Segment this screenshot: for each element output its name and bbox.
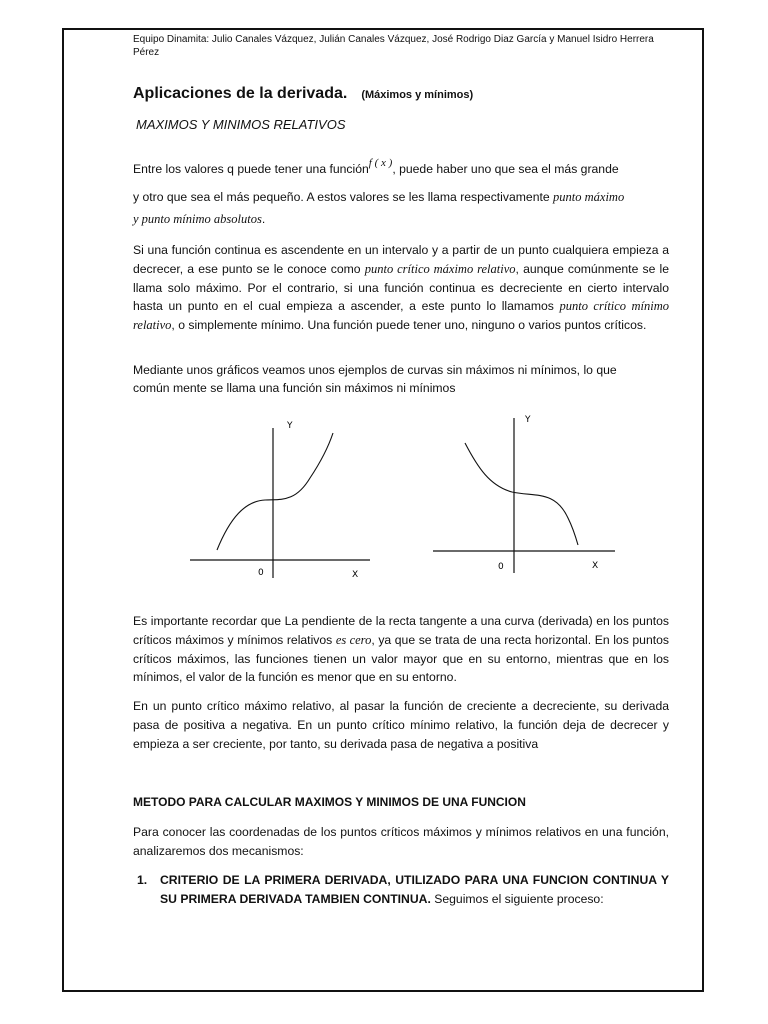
paragraph-critical-points <box>133 241 669 335</box>
intro-text-end: . <box>261 212 266 226</box>
section-subtitle: MAXIMOS Y MINIMOS RELATIVOS <box>136 117 346 132</box>
authors-line-1: Equipo Dinamita: Julio Canales Vázquez, Julián Canales Vázquez, José Rodrigo Diaz García y Manuel Isidro Herrera <box>133 34 654 45</box>
graph-increasing-curve <box>185 408 375 583</box>
graph-left-y-label: Y <box>287 421 293 431</box>
function-notation: f ( x ) <box>368 157 393 169</box>
intro-italic-1: punto máximo <box>553 190 625 204</box>
method-heading: METODO PARA CALCULAR MAXIMOS Y MINIMOS DE UNA FUNCION <box>133 795 526 809</box>
intro-text-c: y otro que sea el más pequeño. A estos valores se les llama respectivamente <box>133 190 554 204</box>
critical-text-2: , aunque comúnmente se le llama solo máximo. Por el contrario, si una función continua es decreciente en cierto intervalo hasta un punto en el cual empieza a ascender, a este punto lo llamamos <box>133 261 670 314</box>
graphs-intro-line-2: común mente se llama una función sin máximos ni mínimos <box>133 381 456 395</box>
title-main: Aplicaciones de la derivada. <box>133 85 348 102</box>
graph-left-x-label: X <box>352 570 359 580</box>
intro-text-a: Entre los valores q puede tener una función <box>133 162 369 176</box>
list-number: 1. <box>137 873 148 887</box>
intro-line-3 <box>133 210 669 229</box>
graph-right-curve <box>465 443 578 545</box>
critical-text-3: , o simplemente mínimo. Una función puede tener uno, ninguno o varios puntos críticos. <box>171 318 647 333</box>
slope-italic: es cero <box>335 632 372 647</box>
intro-text-b: , puede haber uno que sea el más grande <box>392 162 619 176</box>
intro-line-1 <box>133 157 669 180</box>
slope-text-1: Es importante recordar que La pendiente de la recta tangente a una curva (derivada) en los puntos críticos máximos y mínimos relativos <box>133 614 669 647</box>
critical-text-1: Si una función continua es ascendente en un intervalo y a partir de un punto cualquiera empieza a decrecer, a ese punto se le conoce como <box>133 243 669 276</box>
critical-italic-1: punto crítico máximo relativo <box>364 261 516 276</box>
title-sub: (Máximos y mínimos) <box>361 89 474 101</box>
intro-italic-2: y punto mínimo absolutos <box>133 212 262 226</box>
intro-line-2 <box>133 188 669 207</box>
list-bold-text: CRITERIO DE LA PRIMERA DERIVADA, UTILIZADO PARA UNA FUNCION CONTINUA Y SU PRIMERA DERIVADA TAMBIEN CONTINUA. <box>160 873 669 906</box>
graph-right-y-label: Y <box>525 415 531 425</box>
graph-left-curve <box>217 433 333 550</box>
method-intro: Para conocer las coordenadas de los puntos críticos máximos y mínimos relativos en una función, analizaremos dos mecanismos: <box>133 825 669 858</box>
critical-italic-2: punto crítico mínimo relativo <box>133 299 669 333</box>
authors-line-2: Pérez <box>133 47 160 58</box>
graphs-intro-line-1: Mediante unos gráficos veamos unos ejemplos de curvas sin máximos ni mínimos, lo que <box>133 363 617 377</box>
slope-text-2: , ya que se trata de una recta horizontal. En los puntos críticos máximos, las funciones tienen un valor mayor que en su entorno, mientras que en los mínimos, el valor de la función es menor que en su entorno. <box>133 632 669 685</box>
graph-right-origin-label: 0 <box>498 562 504 572</box>
graph-right-x-label: X <box>592 561 599 571</box>
page-title <box>133 85 473 103</box>
paragraph-derivative-sign: En un punto crítico máximo relativo, al pasar la función de creciente a decreciente, su derivada pasa de positiva a negativa. En un punto crítico mínimo relativo, la función deja de decrecer y empieza a ser creciente, por tanto, su derivada pasa de negativa a positiva <box>133 699 669 751</box>
paragraph-slope <box>133 612 669 687</box>
list-item-first-derivative <box>137 871 669 908</box>
list-rest-text: Seguimos el siguiente proceso: <box>430 891 604 906</box>
graph-left-origin-label: 0 <box>258 568 264 578</box>
graph-decreasing-curve <box>430 408 620 578</box>
